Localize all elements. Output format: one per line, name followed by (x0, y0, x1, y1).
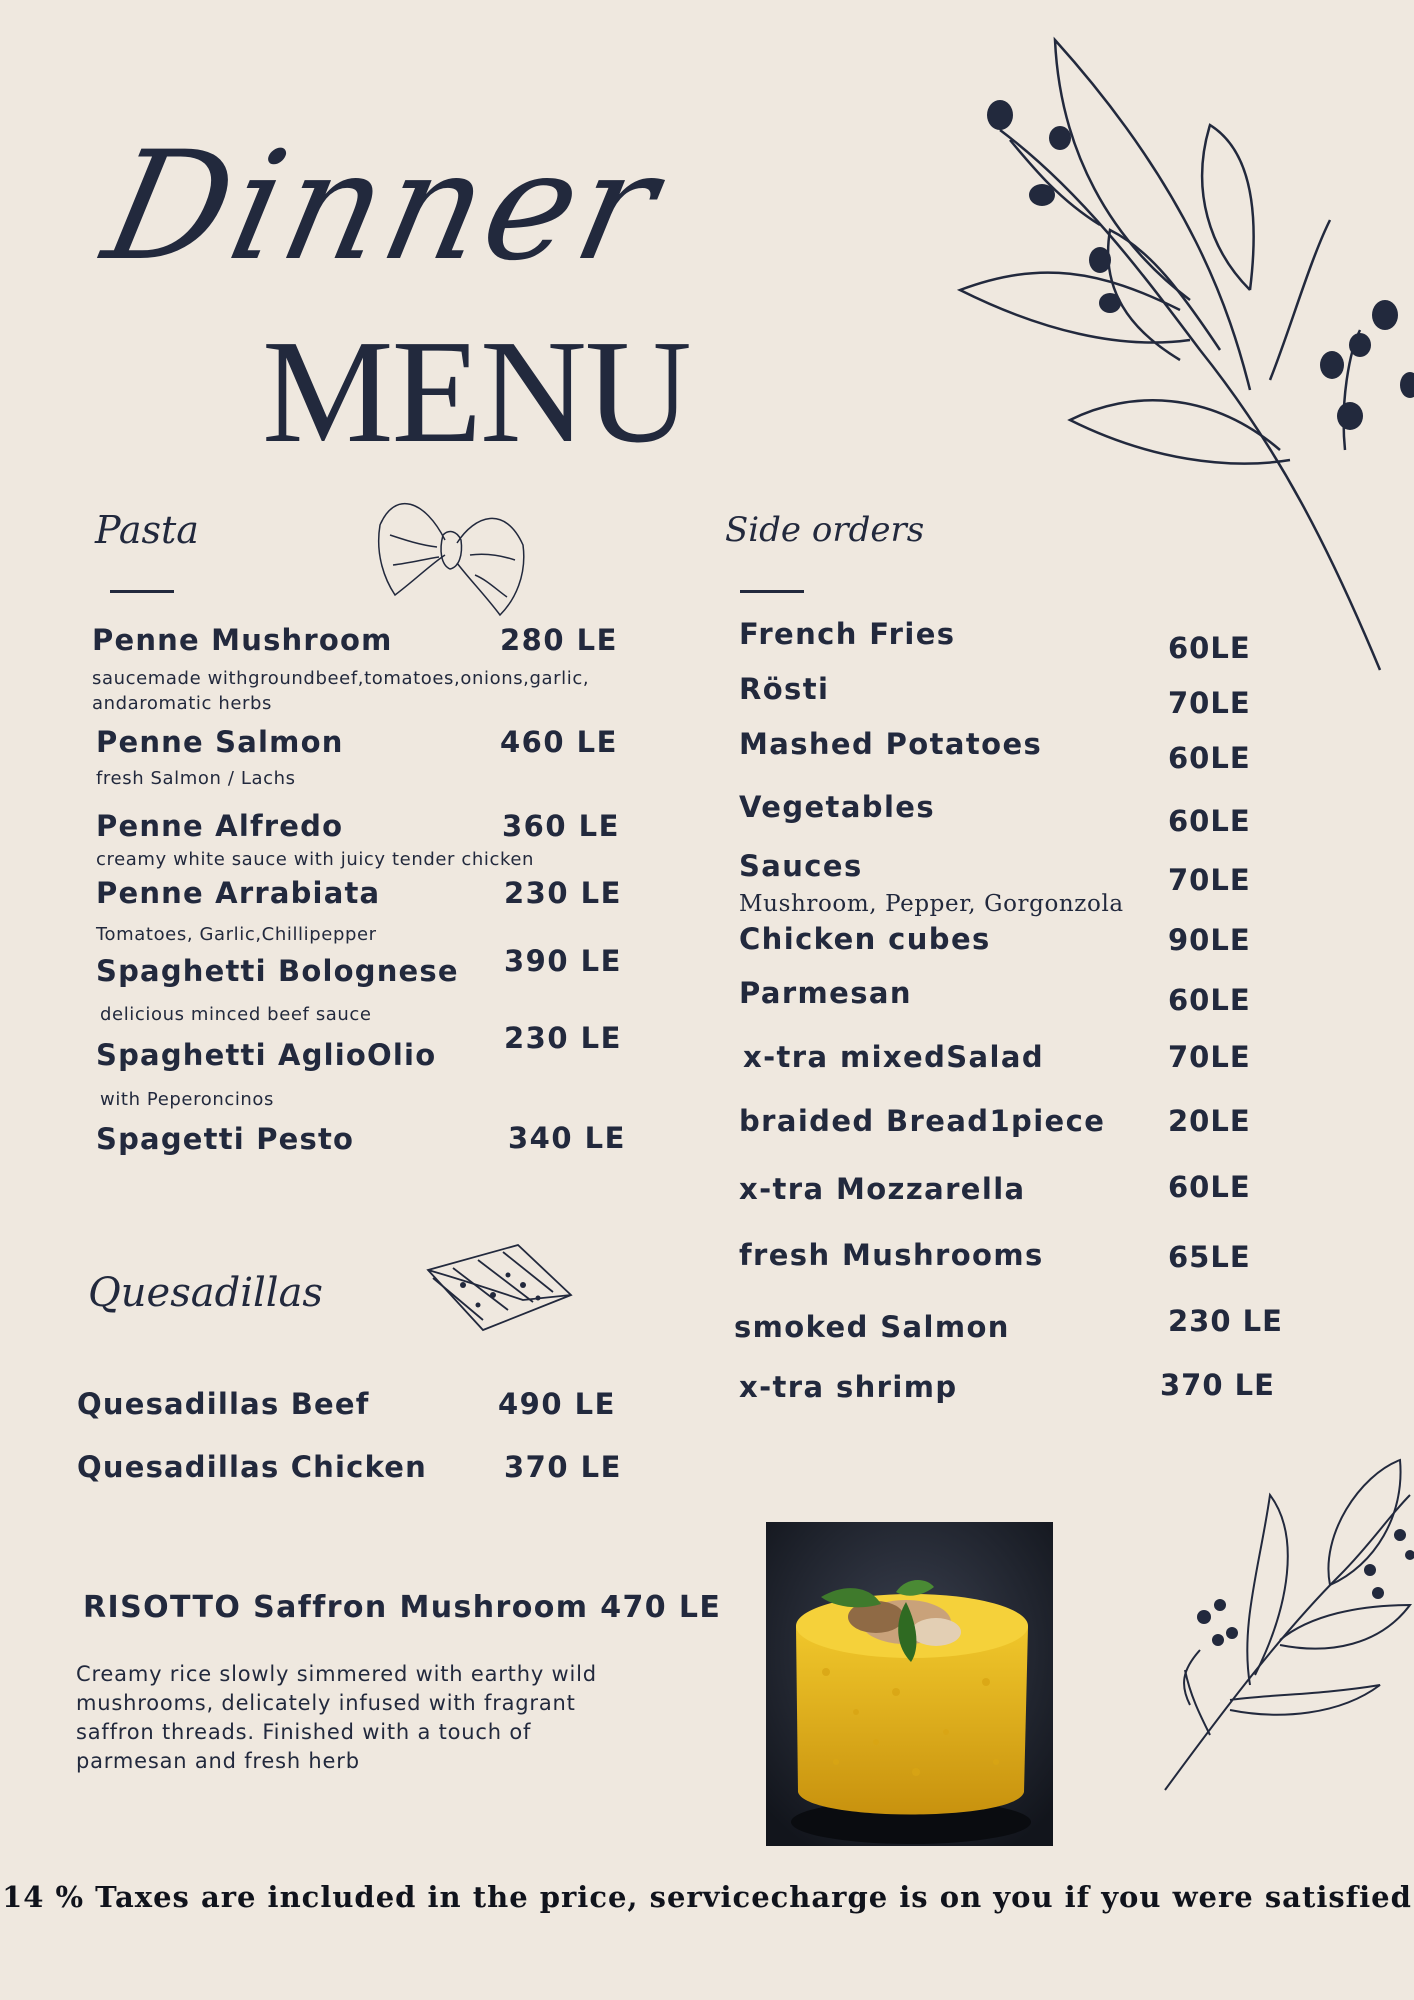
risotto-photo (766, 1522, 1053, 1846)
side-item-price: 60LE (1168, 1170, 1251, 1204)
risotto-description: Creamy rice slowly simmered with earthy wild mushrooms, delicately infused with fragrant saffron threads. Finished with a touch of parmesan and fresh herb (76, 1662, 597, 1773)
menu-item-name: Penne Arrabiata (96, 876, 381, 910)
small-branch-decoration-icon (1160, 1455, 1414, 1795)
side-item-price: 70LE (1168, 1040, 1251, 1074)
side-item-name: Rösti (739, 672, 830, 706)
menu-item-price: 490 LE (498, 1387, 616, 1421)
side-item-price: 70LE (1168, 863, 1251, 897)
menu-item-price: 370 LE (504, 1450, 622, 1484)
menu-item-description: fresh Salmon / Lachs (96, 768, 296, 789)
side-item-name: Parmesan (739, 976, 912, 1010)
pasta-heading-rule (110, 590, 174, 593)
side-item-price: 65LE (1168, 1240, 1251, 1274)
branch-decoration-icon (950, 30, 1414, 680)
dinner-script-title: Dinner (91, 120, 675, 294)
menu-item-description: saucemade withgroundbeef,tomatoes,onions,garlic, andaromatic herbs (92, 668, 590, 714)
side-item-name: Sauces (739, 849, 863, 883)
side-item-price: 60LE (1168, 983, 1251, 1017)
menu-item-description: Tomatoes, Garlic,Chillipepper (96, 924, 377, 945)
menu-item-name: Quesadillas Beef (77, 1387, 370, 1421)
side-item-name: x-tra Mozzarella (739, 1172, 1026, 1206)
quesadilla-icon (423, 1240, 575, 1335)
menu-title: MENU (262, 310, 690, 474)
menu-item-name: Penne Salmon (96, 725, 344, 759)
menu-item-price: 390 LE (504, 944, 622, 978)
side-item-price: 60LE (1168, 631, 1251, 665)
side-item-price: 20LE (1168, 1104, 1251, 1138)
tax-note: 14 % Taxes are included in the price, servicecharge is on you if you were satisfied (2, 1880, 1412, 1914)
menu-item-description: creamy white sauce with juicy tender chicken (96, 849, 535, 870)
quesadillas-heading: Quesadillas (88, 1270, 323, 1316)
menu-item-price: 360 LE (502, 809, 620, 843)
side-item-name: smoked Salmon (734, 1310, 1010, 1344)
menu-item-price: 340 LE (508, 1121, 626, 1155)
farfalle-pasta-icon (375, 485, 530, 620)
menu-item-name: Spaghetti AglioOlio (96, 1038, 437, 1072)
risotto-title: RISOTTO Saffron Mushroom 470 LE (83, 1590, 722, 1625)
menu-item-price: 460 LE (500, 725, 618, 759)
side-item-price: 230 LE (1168, 1304, 1283, 1338)
menu-item-name: Spagetti Pesto (96, 1122, 355, 1156)
side-item-price: 370 LE (1160, 1368, 1275, 1402)
menu-item-description: delicious minced beef sauce (100, 1004, 372, 1025)
side-item-name: Chicken cubes (739, 922, 991, 956)
menu-item-name: Penne Mushroom (92, 623, 393, 657)
menu-item-price: 280 LE (500, 623, 618, 657)
side-item-name: x-tra mixedSalad (743, 1040, 1044, 1074)
menu-item-description: with Peperoncinos (100, 1089, 275, 1110)
side-item-price: 90LE (1168, 923, 1251, 957)
side-item-price: 60LE (1168, 741, 1251, 775)
menu-item-name: Spaghetti Bolognese (96, 954, 459, 988)
menu-item-price: 230 LE (504, 876, 622, 910)
side-item-name: Vegetables (739, 790, 936, 824)
side-item-name: braided Bread1piece (739, 1104, 1106, 1138)
menu-item-name: Penne Alfredo (96, 809, 344, 843)
side-item-name: Mashed Potatoes (739, 727, 1043, 761)
menu-item-price: 230 LE (504, 1021, 622, 1055)
side-orders-heading-rule (740, 590, 804, 593)
side-item-price: 70LE (1168, 686, 1251, 720)
pasta-heading: Pasta (95, 508, 199, 552)
side-item-name: x-tra shrimp (739, 1370, 958, 1404)
menu-item-name: Quesadillas Chicken (77, 1450, 427, 1484)
side-item-name: French Fries (739, 617, 956, 651)
sauces-description: Mushroom, Pepper, Gorgonzola (739, 891, 1124, 917)
side-orders-heading: Side orders (725, 510, 925, 550)
side-item-name: fresh Mushrooms (739, 1238, 1044, 1272)
side-item-price: 60LE (1168, 804, 1251, 838)
